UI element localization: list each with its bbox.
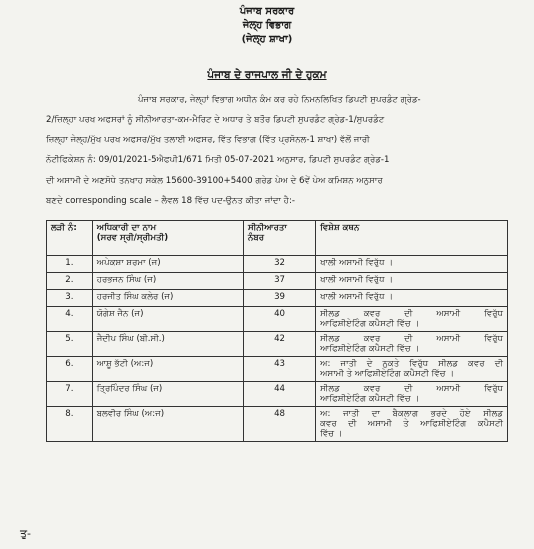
- cell-sr: 8.: [47, 407, 93, 442]
- cell-sr: 6.: [47, 357, 93, 382]
- remarks-line: ਅ: ਜਾਤੀ ਦੇ ਨੁਕਤੇ ਵਿਰੁੱਧ ਸੀਲਡ ਕਵਰ ਦੀ: [320, 359, 503, 369]
- header-government: ਪੰਜਾਬ ਸਰਕਾਰ: [239, 6, 295, 17]
- cell-seniority: 48: [243, 407, 315, 442]
- table-row: [47, 407, 508, 442]
- cell-name: ਯੋਗੇਸ਼ ਜੈਨ (ਜ): [92, 307, 243, 332]
- cell-sr: 1.: [47, 256, 93, 273]
- cell-seniority: 37: [243, 273, 315, 290]
- cell-remarks: [316, 307, 508, 332]
- cell-name: ਅਪੇਕਸ਼ਾ ਸ਼ਰਮਾ (ਜ): [92, 256, 243, 273]
- remarks-line: ਸੀਲਡ ਕਵਰ ਦੀ ਅਸਾਮੀ ਵਿਰੁੱਧ: [320, 384, 503, 394]
- cell-remarks: [316, 357, 508, 382]
- cell-seniority: 42: [243, 332, 315, 357]
- cell-seniority: 44: [243, 382, 315, 407]
- paragraph-line: ਨੋਟੀਫਿਕੇਸ਼ਨ ਨੰ: 09/01/2021-5ਐਫਪੀ1/671 ਮਿਤੀ 05-07-2021 ਅਨੁਸਾਰ, ਡਿਪਟੀ ਸੁਪਰਡੰਟ ਗ੍ਰੇਡ-1: [46, 155, 390, 165]
- order-title: ਪੰਜਾਬ ਦੇ ਰਾਜਪਾਲ ਜੀ ਦੇ ਹੁਕਮ: [207, 69, 327, 81]
- header-name: ਅਧਿਕਾਰੀ ਦਾ ਨਾਮ (ਸਰਵ ਸ੍ਰੀ/ਸ੍ਰੀਮਤੀ): [92, 221, 243, 256]
- remarks-line: ਵਿੱਚ ।: [320, 429, 343, 439]
- cell-name: ਤ੍ਰਿਪਿੰਦਰ ਸਿੰਘ (ਜ): [92, 382, 243, 407]
- promotion-table: [46, 220, 508, 442]
- remarks-line: ਕਵਰ ਦੀ ਅਸਾਮੀ ਤੇ ਆਫਿਸ਼ੀਏਟਿੰਗ ਕਪੈਸਟੀ: [320, 419, 503, 429]
- cell-name: ਆਸ਼ੂ ਭੱਟੀ (ਅ:ਜ): [92, 357, 243, 382]
- cell-seniority: 32: [243, 256, 315, 273]
- cell-remarks: [316, 407, 508, 442]
- cell-sr: 7.: [47, 382, 93, 407]
- paragraph-line: ਪੰਜਾਬ ਸਰਕਾਰ, ਜੇਲ੍ਹਾਂ ਵਿਭਾਗ ਅਧੀਨ ਕੰਮ ਕਰ ਰਹੇ ਨਿਮਨਲਿਖਿਤ ਡਿਪਟੀ ਸੁਪਰਡੰਟ ਗ੍ਰੇਡ-: [138, 95, 421, 105]
- header-seniority: ਸੀਨੀਆਰਤਾ ਨੰਬਰ: [243, 221, 315, 256]
- remarks-line: ਆਫਿਸ਼ੀਏਟਿੰਗ ਕਪੈਸਟੀ ਵਿੱਚ ।: [320, 344, 420, 354]
- cell-name: ਹਰਜੀਤ ਸਿੰਘ ਕਲੇਰ (ਜ): [92, 290, 243, 307]
- table-row: [47, 273, 508, 290]
- cell-remarks: ਖਾਲੀ ਅਸਾਮੀ ਵਿਰੁੱਧ ।: [316, 273, 508, 290]
- table-row: [47, 290, 508, 307]
- remarks-line: ਅਸਾਮੀ ਤੇ ਆਫਿਸ਼ੀਏਟਿੰਗ ਕਪੈਸਟੀ ਵਿੱਚ ।: [320, 369, 455, 379]
- header-remarks: ਵਿਸ਼ੇਸ਼ ਕਥਨ: [316, 221, 508, 256]
- remarks-line: ਸੀਲਡ ਕਵਰ ਦੀ ਅਸਾਮੀ ਵਿਰੁੱਧ: [320, 309, 503, 319]
- header-branch: (ਜੇਲ੍ਹ ਸ਼ਾਖਾ): [241, 34, 293, 45]
- remarks-line: ਆਫਿਸ਼ੀਏਟਿੰਗ ਕਪੈਸਟੀ ਵਿੱਚ ।: [320, 319, 420, 329]
- cell-sr: 5.: [47, 332, 93, 357]
- cell-seniority: 43: [243, 357, 315, 382]
- table-row: [47, 357, 508, 382]
- table-row: [47, 307, 508, 332]
- remarks-line: ਆਫਿਸ਼ੀਏਟਿੰਗ ਕਪੈਸਟੀ ਵਿੱਚ ।: [320, 394, 420, 404]
- paragraph-line: 2/ਜ਼ਿਲ੍ਹਾ ਪਰਖ ਅਫਸਰਾਂ ਨੂੰ ਸੀਨੀਆਰਤਾ-ਕਮ-ਮੈਰਿਟ ਦੇ ਅਧਾਰ ਤੇ ਬਤੌਰ ਡਿਪਟੀ ਸੁਪਰਡੰਟ ਗ੍ਰੇਡ-1/ਸੁਪਰਡੰਟ: [46, 115, 385, 125]
- cell-remarks: ਖਾਲੀ ਅਸਾਮੀ ਵਿਰੁੱਧ ।: [316, 256, 508, 273]
- cell-name: ਹਰਭਜਨ ਸਿੰਘ (ਜ): [92, 273, 243, 290]
- cell-name: ਜੈਦੀਪ ਸਿੰਘ (ਬੀ.ਸੀ.): [92, 332, 243, 357]
- cell-sr: 2.: [47, 273, 93, 290]
- table-row: [47, 332, 508, 357]
- remarks-line: ਸੀਲਡ ਕਵਰ ਦੀ ਅਸਾਮੀ ਵਿਰੁੱਧ: [320, 334, 503, 344]
- header-sr: ਲੜੀ ਨੰ:: [47, 221, 93, 256]
- footer-mark: ਤੁ-: [20, 527, 32, 540]
- paragraph-line: ਦੀ ਅਸਾਮੀ ਦੇ ਅਣਸੋਧੇ ਤਨਖਾਹ ਸਕੇਲ 15600-39100+5400 ਗਰੇਡ ਪੇਅ ਦੇ 6ਵੇਂ ਪੇਅ ਕਮਿਸ਼ਨ ਅਨੁਸਾਰ: [46, 176, 383, 186]
- cell-remarks: [316, 332, 508, 357]
- table-row: [47, 382, 508, 407]
- cell-name: ਬਲਵੀਰ ਸਿੰਘ (ਅ:ਜ): [92, 407, 243, 442]
- cell-sr: 4.: [47, 307, 93, 332]
- remarks-line: ਅ: ਜਾਤੀ ਦਾ ਬੈਕਲਾਗ ਭਰਦੇ ਹੋਏ ਸੀਲਡ: [320, 409, 503, 419]
- paragraph-line: ਬਣਦੇ corresponding scale – ਲੈਵਲ 18 ਵਿੱਚ ਪਦ-ਉਨਤ ਕੀਤਾ ਜਾਂਦਾ ਹੈ:-: [46, 196, 295, 206]
- cell-seniority: 39: [243, 290, 315, 307]
- table-row: [47, 256, 508, 273]
- cell-remarks: ਖਾਲੀ ਅਸਾਮੀ ਵਿਰੁੱਧ ।: [316, 290, 508, 307]
- header-department: ਜੇਲ੍ਹ ਵਿਭਾਗ: [242, 20, 292, 31]
- cell-seniority: 40: [243, 307, 315, 332]
- cell-remarks: [316, 382, 508, 407]
- cell-sr: 3.: [47, 290, 93, 307]
- paragraph-line: ਜ਼ਿਲ੍ਹਾ ਜੇਲ੍ਹ/ਮੁੱਖ ਪਰਖ ਅਫਸਰ/ਮੁੱਖ ਤਲਾਈ ਅਫਸਰ, ਵਿੱਤ ਵਿਭਾਗ (ਵਿੱਤ ਪ੍ਰਸੋਨਲ-1 ਸ਼ਾਖਾ) ਵੱਲੋਂ ਜਾਰੀ: [46, 135, 370, 145]
- table-header-row: [47, 221, 508, 256]
